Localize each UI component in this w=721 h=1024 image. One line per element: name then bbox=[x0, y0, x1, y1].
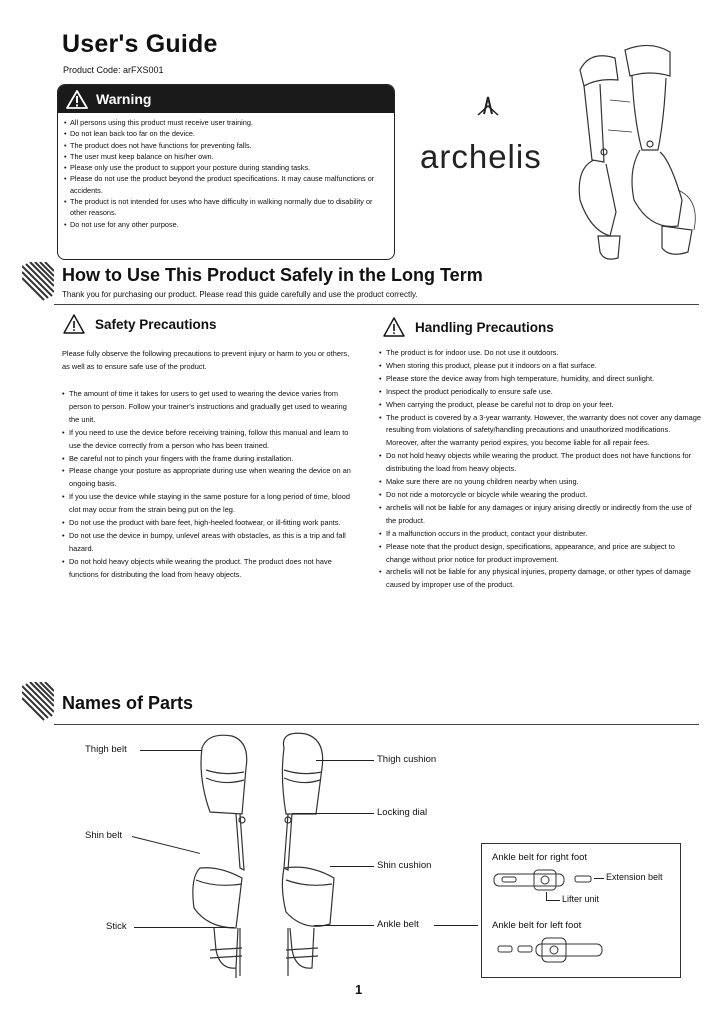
warning-list bbox=[58, 113, 394, 230]
list-item: • Make sure there are no young children nearby when using. bbox=[379, 476, 701, 489]
product-code: Product Code: arFXS001 bbox=[63, 65, 164, 75]
extension-belt-illustration bbox=[574, 874, 594, 884]
list-item: • When carrying the product, please be careful not to drop on your feet. bbox=[379, 399, 701, 412]
handling-list bbox=[379, 347, 701, 592]
list-item: • The user must keep balance on his/her own. bbox=[64, 151, 388, 162]
list-item: • If you need to use the device before receiving training, follow this manual and learn to use the device correctly from a person who has been trained. bbox=[62, 427, 352, 453]
list-item: • Please only use the product to support your posture during standing tasks. bbox=[64, 162, 388, 173]
list-item: • Do not lean back too far on the device. bbox=[64, 128, 388, 139]
leader-line bbox=[134, 927, 234, 928]
list-item: • The product is not intended for uses who have difficulty in walking normally due to disability or other reasons. bbox=[64, 196, 388, 219]
label-shin-belt: Shin belt bbox=[85, 830, 122, 841]
label-shin-cushion: Shin cushion bbox=[377, 860, 432, 871]
list-item: • Please note that the product design, specifications, appearance, and price are subject to change without prior notice for product improvement. bbox=[379, 541, 701, 567]
leader-line bbox=[316, 760, 374, 761]
label-ankle-belt: Ankle belt bbox=[377, 919, 419, 930]
handling-title: Handling Precautions bbox=[415, 319, 554, 335]
list-item: • Be careful not to pinch your fingers with the frame during installation. bbox=[62, 453, 352, 466]
label-locking-dial: Locking dial bbox=[377, 807, 428, 818]
leader-line bbox=[314, 925, 374, 926]
label-ankle-right: Ankle belt for right foot bbox=[492, 852, 588, 863]
warning-title: Warning bbox=[96, 91, 152, 107]
leader-line bbox=[546, 900, 560, 901]
leader-line bbox=[140, 750, 202, 751]
caution-icon bbox=[383, 317, 405, 337]
section-title-names-of-parts: Names of Parts bbox=[62, 693, 194, 713]
list-item: • Inspect the product periodically to ensure safe use. bbox=[379, 386, 701, 399]
list-item: • The amount of time it takes for users to get used to wearing the device varies from person to person. Follow your trainer's instructions and gradually get used to wearing the unit. bbox=[62, 388, 352, 427]
list-item: • Do not hold heavy objects while wearing the product. The product does not have functions for distributing the load from heavy objects. bbox=[379, 450, 701, 476]
list-item: • Please change your posture as appropriate during use when wearing the device on an ongoing basis. bbox=[62, 465, 352, 491]
safety-intro: Please fully observe the following precautions to prevent injury or harm to you or others, as well as to ensure safe use of the product. bbox=[62, 349, 350, 371]
safety-precautions-heading bbox=[63, 314, 217, 334]
page-number: 1 bbox=[355, 982, 363, 997]
ankle-belt-right-illustration bbox=[492, 868, 582, 894]
safety-title: Safety Precautions bbox=[95, 316, 217, 332]
label-stick: Stick bbox=[106, 921, 127, 932]
label-lifter-unit: Lifter unit bbox=[562, 894, 600, 904]
label-thigh-cushion: Thigh cushion bbox=[377, 754, 437, 765]
list-item: • If a malfunction occurs in the product, contact your distributer. bbox=[379, 528, 701, 541]
list-item: • Do not use the product with bare feet, high-heeled footwear, or ill-fitting work pants. bbox=[62, 517, 352, 530]
section-divider bbox=[54, 724, 699, 725]
list-item: • The product is covered by a 3-year warranty. However, the warranty does not cover any damage resulting from violations of safety/handling precautions and unauthorized modifications. Moreover, after the warranty period expires, you become liable for all repair fees. bbox=[379, 412, 701, 451]
archelis-logo-mark bbox=[418, 95, 558, 140]
list-item: • When storing this product, please put it indoors on a flat surface. bbox=[379, 360, 701, 373]
section-intro: Thank you for purchasing our product. Please read this guide carefully and use the product correctly. bbox=[62, 290, 418, 299]
leader-line bbox=[330, 866, 374, 867]
leader-line bbox=[546, 892, 547, 900]
safety-list bbox=[62, 388, 352, 582]
list-item: • All persons using this product must receive user training. bbox=[64, 117, 388, 128]
list-item: • Please store the device away from high temperature, humidity, and direct sunlight. bbox=[379, 373, 701, 386]
list-item: • Please do not use the product beyond the product specifications. It may cause malfunctions or accidents. bbox=[64, 173, 388, 196]
ankle-belt-left-illustration bbox=[496, 936, 606, 968]
section-stripe-decoration bbox=[22, 262, 54, 302]
leader-line bbox=[292, 813, 374, 814]
list-item: • Do not ride a motorcycle or bicycle while wearing the product. bbox=[379, 489, 701, 502]
list-item: • Do not use for any other purpose. bbox=[64, 219, 388, 230]
label-ankle-left: Ankle belt for left foot bbox=[492, 920, 582, 931]
leader-line bbox=[594, 878, 604, 879]
list-item: • If you use the device while staying in the same posture for a long period of time, blood clot may occur from the strain being put on the leg. bbox=[62, 491, 352, 517]
leader-line bbox=[434, 925, 478, 926]
section-title-long-term: How to Use This Product Safely in the Long Term bbox=[62, 265, 483, 285]
warning-icon bbox=[66, 90, 88, 109]
device-illustration bbox=[570, 40, 715, 262]
warning-header bbox=[58, 85, 394, 113]
page-title: User's Guide bbox=[62, 30, 218, 58]
caution-icon bbox=[63, 314, 85, 334]
warning-box bbox=[57, 84, 395, 260]
section-stripe-decoration bbox=[22, 682, 54, 722]
list-item: • Do not use the device in bumpy, unlevel areas with obstacles, as this is a trip and fall hazard. bbox=[62, 530, 352, 556]
list-item: • archelis will not be liable for any physical injuries, property damage, or other types of damage caused by improper use of the product. bbox=[379, 566, 701, 592]
label-thigh-belt: Thigh belt bbox=[85, 744, 127, 755]
list-item: • The product is for indoor use. Do not use it outdoors. bbox=[379, 347, 701, 360]
list-item: • The product does not have functions for preventing falls. bbox=[64, 140, 388, 151]
ankle-belt-detail-box bbox=[481, 843, 681, 978]
list-item: • archelis will not be liable for any damages or injury arising directly or indirectly from the use of the product. bbox=[379, 502, 701, 528]
label-extension-belt: Extension belt bbox=[606, 872, 663, 882]
list-item: • Do not hold heavy objects while wearing the product. The product does not have functions for distributing the load from heavy objects. bbox=[62, 556, 352, 582]
parts-diagram-illustration bbox=[180, 728, 380, 988]
handling-precautions-heading bbox=[383, 317, 554, 337]
archelis-logo-text: archelis bbox=[420, 138, 542, 175]
section-divider bbox=[54, 304, 699, 305]
